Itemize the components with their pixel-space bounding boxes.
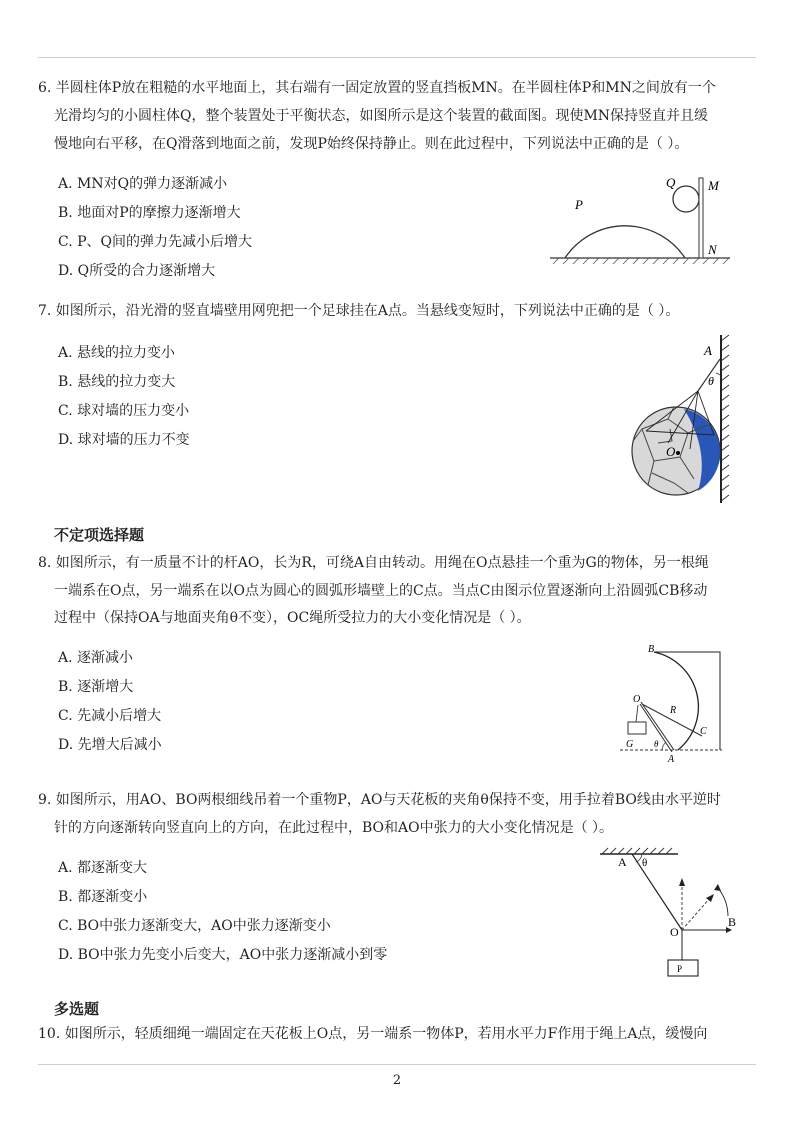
footer-rule [38,1064,756,1065]
header-rule [38,57,756,58]
q6-figure [545,168,735,268]
q8-figure [612,638,737,766]
q6-line-2: 光滑均匀的小圆柱体Q，整个装置处于平衡状态，如图所示是这个装置的截面图。现使MN保持竖直并且缓 [54,108,709,124]
q8-label-b: B [648,644,655,655]
q7-label-a: A [704,343,712,358]
q9-line-2: 针的方向逐渐转向竖直向上的方向，在此过程中，BO和AO中张力的大小变化情况是（ ）。 [54,820,614,836]
q6-line-1: 6. 半圆柱体P放在粗糙的水平地面上，其右端有一固定放置的竖直挡板MN。在半圆柱体P和MN之间放有一个 [38,80,716,96]
q10-line-1: 10. 如图所示，轻质细绳一端固定在天花板上O点，另一端系一物体P，若用水平力F作用于绳上A点，缓慢向 [38,1026,708,1042]
q8-label-a: A [668,754,675,765]
page-number: 2 [392,1073,402,1088]
q8-option-b[interactable]: B. 逐渐增大 [58,679,134,695]
q6-label-n: N [708,242,717,257]
q9-option-a[interactable]: A. 都逐渐变大 [58,860,148,876]
q6-option-b[interactable]: B. 地面对P的摩擦力逐渐增大 [58,205,241,221]
q7-option-a[interactable]: A. 悬线的拉力变小 [58,345,176,361]
q7-option-b[interactable]: B. 悬线的拉力变大 [58,374,176,390]
q7-option-c[interactable]: C. 球对墙的压力变小 [58,403,190,419]
q8-option-c[interactable]: C. 先减小后增大 [58,708,162,724]
q8-label-g: G [626,739,634,750]
q8-line-1: 8. 如图所示，有一质量不计的杆AO，长为R，可绕A自由转动。用绳在O点悬挂一个重为G的物体，另一根绳 [38,555,709,571]
q8-option-a[interactable]: A. 逐渐减小 [58,650,134,666]
q9-label-o: O [670,925,679,939]
q8-option-d[interactable]: D. 先增大后减小 [58,737,162,753]
q9-label-b: B [728,915,737,929]
q6-label-p: P [575,197,583,212]
q7-figure [628,333,738,505]
q9-label-theta: θ [642,857,648,869]
q9-option-c[interactable]: C. BO中张力逐渐变大，AO中张力逐渐变小 [58,918,331,934]
q6-option-a[interactable]: A. MN对Q的弹力逐渐减小 [58,176,228,192]
q9-line-1: 9. 如图所示，用AO、BO两根细线吊着一个重物P，AO与天花板的夹角θ保持不变，用手拉着BO线由水平逆时 [38,792,721,808]
q8-label-c: C [700,726,707,737]
q6-label-q: Q [666,175,676,190]
q7-label-theta: θ [708,374,714,388]
q9-figure [598,844,743,979]
q7-line-1: 7. 如图所示，沿光滑的竖直墙壁用网兜把一个足球挂在A点。当悬线变短时，下列说法中正确的是（ ）。 [38,303,680,319]
q8-line-3: 过程中（保持OA与地面夹角θ不变），OC绳所受拉力的大小变化情况是（ ）。 [54,610,531,626]
q6-label-m: M [708,178,719,193]
q9-option-b[interactable]: B. 都逐渐变小 [58,889,148,905]
q9-label-p: P [677,964,683,974]
q9-option-d[interactable]: D. BO中张力先变小后变大，AO中张力逐渐减小到零 [58,947,388,963]
q9-label-a: A [618,855,627,869]
q8-line-2: 一端系在O点，另一端系在以O点为圆心的圆弧形墙壁上的C点。当点C由图示位置逐渐向上沿圆弧CB移动 [54,583,708,599]
section-heading-multi: 多选题 [54,1000,100,1018]
q7-option-d[interactable]: D. 球对墙的压力不变 [58,432,190,448]
section-heading-indefinite: 不定项选择题 [54,526,145,544]
q6-line-3: 慢地向右平移，在Q滑落到地面之前，发现P始终保持静止。则在此过程中，下列说法中正确的是（ ）。 [54,136,689,152]
q8-label-theta: θ [654,739,659,749]
q6-option-d[interactable]: D. Q所受的合力逐渐增大 [58,263,216,279]
q7-label-o: O [666,444,676,459]
q6-option-c[interactable]: C. P、Q间的弹力先减小后增大 [58,234,253,250]
q8-label-o: O [633,694,641,705]
q8-label-r: R [670,705,677,716]
